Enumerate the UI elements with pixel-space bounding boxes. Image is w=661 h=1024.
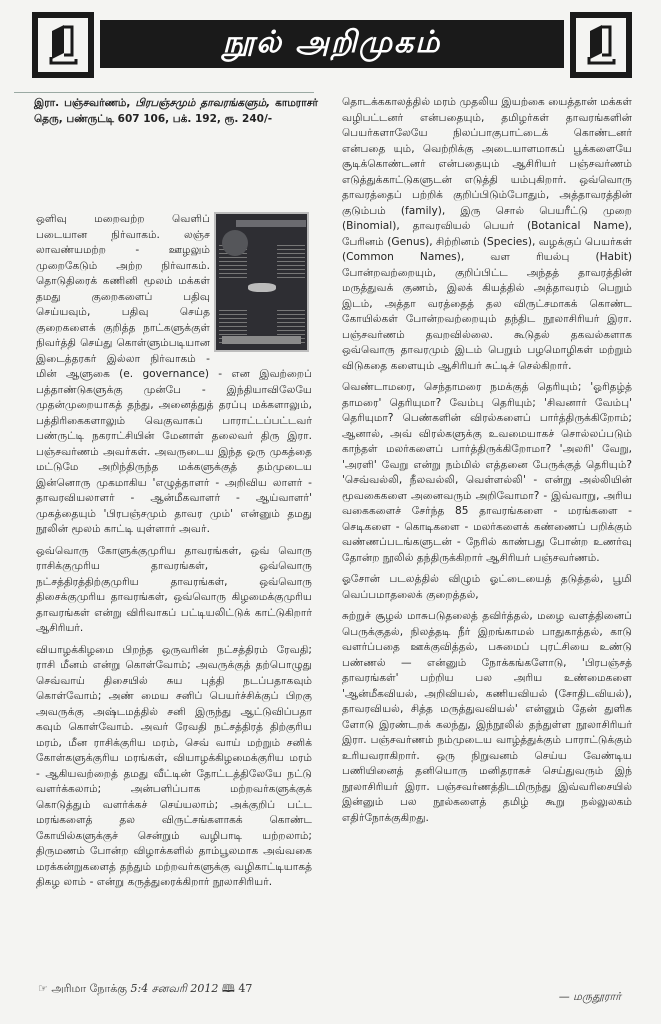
section-title: நூல் அறிமுகம் [100, 20, 564, 68]
right-column [342, 95, 632, 832]
book-icon-right [570, 12, 632, 78]
paragraph: சுற்றுச் சூழல் மாசுபடுதலைத் தவிர்த்தல், மழை வளத்தினைப் பெருக்குதல், நிலத்தடி நீர் இறங்காமல் பாதுகாத்தல், காடு வளர்ப்பதை ஊக்குவித்தல், பசுமைப் புரட்சியை உண்டு பண்ணல் — என்னும் நோக்கங்களோடு, 'பிரபஞ்சத் தாவரங்கள்' பற்றிய பல அரிய உண்மைகளை 'ஆன்மீகவியல், அறிவியல், கணியவியல் (சோதிடவியல்), தாவரவியல், சித்த மருத்துவவியல்' என்னும் தேன் துளிக ளோடு இரண்டறக் கலந்து, இந்நூலில் தந்துள்ள நூலாசிரியர் இரா. பஞ்சவர்ணம் நம்முடைய வாழ்த்துக்கும் பாராட்டுக்கும் உரியவராகிறார். ஒரு நிறுவனம் செய்ய வேண்டிய பணியினைத் தனியொரு மனிதராகச் செய்துவரும் இந் நூலாசிரியர் இரா. பஞ்சவர்ணத்திடமிருந்து இவ்வரிசையில் இன்னும் பல நூல்களைத் தமிழ் கூறு நல்லுலகம் எதிர்நோக்குகிறது. [342, 610, 632, 824]
header-banner [32, 12, 632, 78]
book-citation [34, 95, 318, 127]
page-number: 47 [238, 982, 253, 995]
book-title: பிரபஞ்சமும் தாவரங்களும், [135, 97, 271, 109]
book-icon [46, 23, 80, 67]
paragraph: ஒவ்வொரு கோளுக்குமுரிய தாவரங்கள், ஒவ் வொரு ராசிக்குமுரிய தாவரங்கள், ஒவ்வொரு நட்சத்திரத்திற்குமுரிய தாவரங்கள், ஒவ்வொரு திசைக்குமுரிய தாவரங்கள், ஒவ்வொரு கிழமைக்குமுரிய தாவரங்கள் என்று விரிவாகப் பட்டியலிட்டுக் காட்டுகிறார் ஆசிரியர். [36, 544, 312, 634]
reviewer-signature: — மருதூரார் [558, 990, 621, 1003]
page-footer [38, 980, 252, 999]
publisher-address: காமராசர் தெரு, பண்ருட்டி 607 106, பக். 192, ரூ. [34, 97, 319, 125]
open-book-icon: 🕮 [221, 982, 235, 995]
paragraph: ஓசோன் படலத்தில் விழும் ஓட்டையைத் தடுத்தல், பூமி வெப்பமாதலைக் குறைத்தல், [342, 573, 632, 601]
paragraph: வியாழக்கிழமை பிறந்த ஒருவரின் நட்சத்திரம் ரேவதி; ராசி மீனம் என்று கொள்வோம்; அவருக்குத் தற்பொழுது செவ்வாய் திசையில் சுய புத்தி நடப்பதாகவும் கொள்வோம்; அண் மைய சனிப் பெயர்ச்சிக்குப் பிறகு அவருக்கு அஷ்டமத்தில் சனி இருந்து ஆட்டுவிப்பதா கவும் கொள்வோம். அவர் ரேவதி நட்சத்திரத் திற்குரிய மரம், மீன ராசிக்குரிய மரம், செவ் வாய் மற்றும் சனிக் கோள்களுக்குரிய மரங்கள், வியாழக்கிழமைக்குரிய மரம் - ஆகியவற்றைத் தமது வீட்டின் தோட்டத்திலேயே நட்டு வளர்க்கலாம்; அன்பளிப்பாக மற்றவர்களுக்குக் கொடுத்தும் வளர்க்கச் செய்யலாம்; அக்குறிப் பட்ட மரங்களைத் தல விருட்சங்களாகக் கொண்ட கோயில்களுக்குச் சென்றும் வழிபாடி யற்றலாம்; திருமணம் போன்ற விழாக்களில் தாம்பூலமாக அவ்வகை மரக்கன்றுகளைத் தந்தும் மற்றவர்களுக்கு வழிகாட்டியாகத் திகழ லாம் - என்று கருத்துரைக்கிறார் நூலாசிரியர். [36, 643, 312, 888]
paragraph: வெண்டாமரை, செந்தாமரை நமக்குத் தெரியும்; 'ஓரிதழ்த் தாமரை' தெரியுமா? வேம்பு தெரியும்; 'சிவனார் வேம்பு' தெரியுமா? பெண்களின் விரல்களைப் பார்த்திருக்கிறோம்; ஆனால், அவ் விரல்களுக்கு உவமையாகச் சொல்லப்படும் காந்தள் மலர்களைப் பார்த்திருக்கிறோமா? 'அலரி' வேறு, 'அரளி' வேறு என்று நம்மில் எத்தனை பேருக்குத் தெரியும்? 'செவ்வல்லி, நீலவல்லி, வெள்ளல்லி' - என்று அல்லியின் மூவகைகளை அனைவரும் அறிவோமா? - இவ்வாறு, அரிய வகைகளைச் சேர்ந்த 85 தாவரங்களை - மரங்களை - செடிகளை - கொடிகளை - மலர்களைக் கண்ணைப் பறிக்கும் வண்ணப்படங்களுடன் - நேரில் காண்பது போன்ற உணர்வு தோன்ற நூலில் தந்திருக்கிறார் ஆசிரியர் பஞ்சவர்ணம். [342, 381, 632, 564]
issue-info: 5:4 சனவரி 2012 [130, 982, 219, 995]
book-icon [584, 23, 618, 67]
paragraph: தொடக்ககாலத்தில் மரம் முதலிய இயற்கை யைத்தான் மக்கள் வழிபட்டனர் என்பதையும், தமிழர்கள் தாவரங்களின் பெயர்களாலேயே நிலப்பாகுபாட்டைக் கொண்டனர் என்பதை யும், வெற்றிக்கு அடையாளமாகப் பூக்களையே சூடிக்கொண்டனர் என்பதையும் ஆசிரியர் பஞ்சவர்ணம் எடுத்துக்காட்டுகளுடன் எடுத்தி யம்புகிறார். ஒவ்வொரு தாவரத்தைப் பற்றிக் குறிப்பிடும்போதும், அத்தாவரத்தின் குடும்பம் (family), இரு சொல் பெயரீட்டு முறை (Binomial), தாவரவியல் பெயர் (Botanical Name), பேரினம் (Genus), சிற்றினம் (Species), வழக்குப் பெயர்கள் (Common Names), வள ரியல்பு (Habit) போன்றவற்றையும், குறிப்பிட்ட அந்தத் தாவரத்தின் மருத்துவக் குணம், இலக் கியத்தில் அத்தாவரம் பெறும் இடம், அத்தா வரத்தைத் தல விருட்சமாகக் கொண்ட கோயில்கள் போன்றவற்றையும் தந்திட நூலாசிரியர் இரா. பஞ்சவர்ணம் தவறவில்லை. கூடுதல் தகவல்களாக ஒவ்வொரு தாவரமும் இடம் பெறும் பழமொழிகள் மற்றும் விடுகதை களையும் ஆசிரியர் சுட்டிச் செல்கிறார். [342, 96, 632, 372]
pointing-hand-icon: ☞ [38, 982, 48, 995]
book-icon-left [32, 12, 94, 78]
paragraph: ஒளிவு மறைவற்ற வெளிப் படையான நிர்வாகம். லஞ்ச லாவண்யமற்ற - ஊழலும் முறைகேடும் அற்ற நிர்வாகம். தொடுதிரைக் கணினி மூலம் மக்கள் தமது குறைகளைப் பதிவு செய்யவும், பதிவு செய்த குறைகளைக் குறித்த நாட்களுக்குள் நிவர்த்தி செய்து கொள்ளும்படியான இடைத்தரகர் இல்லா நிர்வாகம் - மின் ஆளுகை (e. governance) - என இவற்றைப் பத்தாண்டுகளுக்கு முன்பே - இந்தியாவிலேயே முதன்முறையாகத் தந்து, அனைத்துத் தரப்பு மக்களாலும், பத்திரிகைகளாலும் வெகுவாகப் பாராட்டப்பட்டவர் பண்ருட்டி நகராட்சியின் மேனாள் தலைவர் திரு இரா. பஞ்சவர்ணம் அவர்கள். அவருடைய இந்த ஒரு முகத்தை மட்டுமே அறிந்திருந்த மக்களுக்குத் தம்முடைய இன்னொரு முகமாகிய 'எழுத்தாளர் - அறிவிய லாளர் - தாவரவியலாளர் - ஆன்மீகவாளர் - ஆய்வாளர்' முகத்தையும் 'பிரபஞ்சமும் தாவர மும்' என்னும் தமது நூலின் மூலம் காட்டி யுள்ளார் அவர். [36, 213, 312, 535]
left-column [36, 212, 312, 897]
divider [14, 92, 314, 93]
author: இரா. பஞ்சவர்ணம், [34, 97, 131, 109]
magazine-name: அரிமா நோக்கு [51, 982, 127, 995]
price: 240/- [242, 113, 273, 125]
